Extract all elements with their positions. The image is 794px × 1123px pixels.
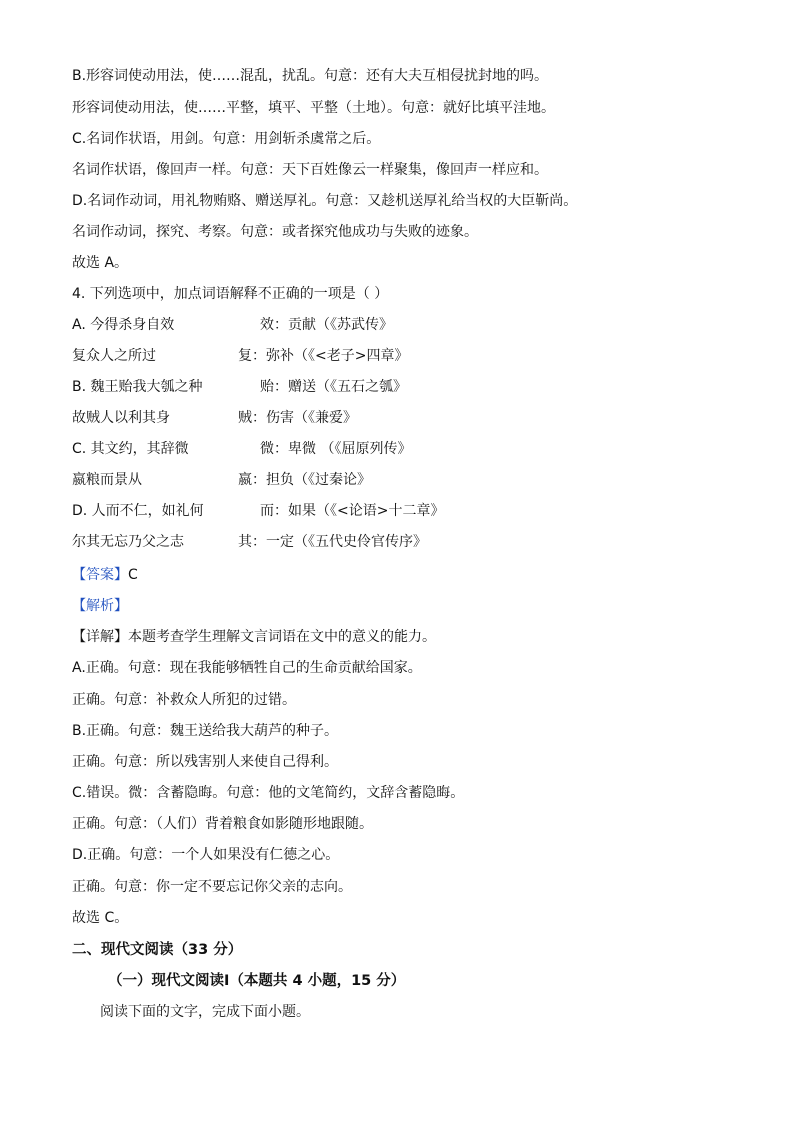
option-right: 贼：伤害（《兼爱》 [238,410,357,426]
option-left: 复众人之所过 [72,348,156,364]
analysis-line [72,596,128,616]
text-line: 故选 A。 [72,255,129,271]
text-line: B.形容词使动用法，使……混乱，扰乱。句意：还有大夫互相侵扰封地的吗。 [72,68,549,84]
explanation-line: 正确。句意：补救众人所犯的过错。 [72,692,296,708]
option-left: C. 其文约，其辞微 [72,441,189,457]
answer-value: C [128,567,138,583]
detail-tag: 【详解】 [72,629,128,645]
answer-tag: 【答案】 [72,567,128,583]
text-line: 形容词使动用法，使……平整，填平、平整（土地）。句意：就好比填平洼地。 [72,100,555,116]
option-right: 其：一定（《五代史伶官传序》 [238,534,427,550]
explanation-line: 正确。句意：所以残害别人来使自己得利。 [72,754,338,770]
text-line: 名词作动词，探究、考察。句意：或者探究他成功与失败的迹象。 [72,224,478,240]
explanation-line: D.正确。句意：一个人如果没有仁德之心。 [72,847,340,863]
explanation-line: 正确。句意：你一定不要忘记你父亲的志向。 [72,879,352,895]
option-right: 而：如果（《<论语>十二章》 [260,503,445,519]
answer-line [72,565,138,585]
option-left: D. 人而不仁，如礼何 [72,503,204,519]
subsection-title: （一）现代文阅读Ⅰ（本题共 4 小题，15 分） [108,973,406,989]
text-line: D.名词作动词，用礼物贿赂、赠送厚礼。句意：又趁机送厚礼给当权的大臣靳尚。 [72,193,578,209]
text-line: C.名词作状语，用剑。句意：用剑斩杀虞常之后。 [72,131,381,147]
detail-text: 本题考查学生理解文言词语在文中的意义的能力。 [128,629,436,645]
explanation-line: C.错误。微：含蓄隐晦。句意：他的文笔简约，文辞含蓄隐晦。 [72,785,465,801]
option-left: B. 魏王贻我大瓠之种 [72,379,203,395]
question-stem: 4. 下列选项中，加点词语解释不正确的一项是（ ） [72,286,389,302]
option-left: A. 今得杀身自效 [72,317,175,333]
option-left: 嬴粮而景从 [72,472,142,488]
option-right: 效：贡献（《苏武传》 [260,317,393,333]
explanation-line: 正确。句意：（人们）背着粮食如影随形地跟随。 [72,816,373,832]
text-line: 名词作状语，像回声一样。句意：天下百姓像云一样聚集，像回声一样应和。 [72,162,548,178]
instruction-text: 阅读下面的文字，完成下面小题。 [100,1004,310,1020]
explanation-line: B.正确。句意：魏王送给我大葫芦的种子。 [72,723,339,739]
detail-line [72,627,436,647]
option-right: 贻：赠送（《五石之瓠》 [260,379,407,395]
section-title: 二、现代文阅读（33 分） [72,942,243,958]
analysis-tag: 【解析】 [72,598,128,614]
option-right: 复：弥补（《<老子>四章》 [238,348,409,364]
explanation-line: 故选 C。 [72,910,129,926]
option-right: 嬴：担负（《过秦论》 [238,472,371,488]
explanation-line: A.正确。句意：现在我能够牺牲自己的生命贡献给国家。 [72,660,422,676]
option-left: 尔其无忘乃父之志 [72,534,184,550]
option-left: 故贼人以利其身 [72,410,170,426]
option-right: 微：卑微 （《屈原列传》 [260,441,412,457]
